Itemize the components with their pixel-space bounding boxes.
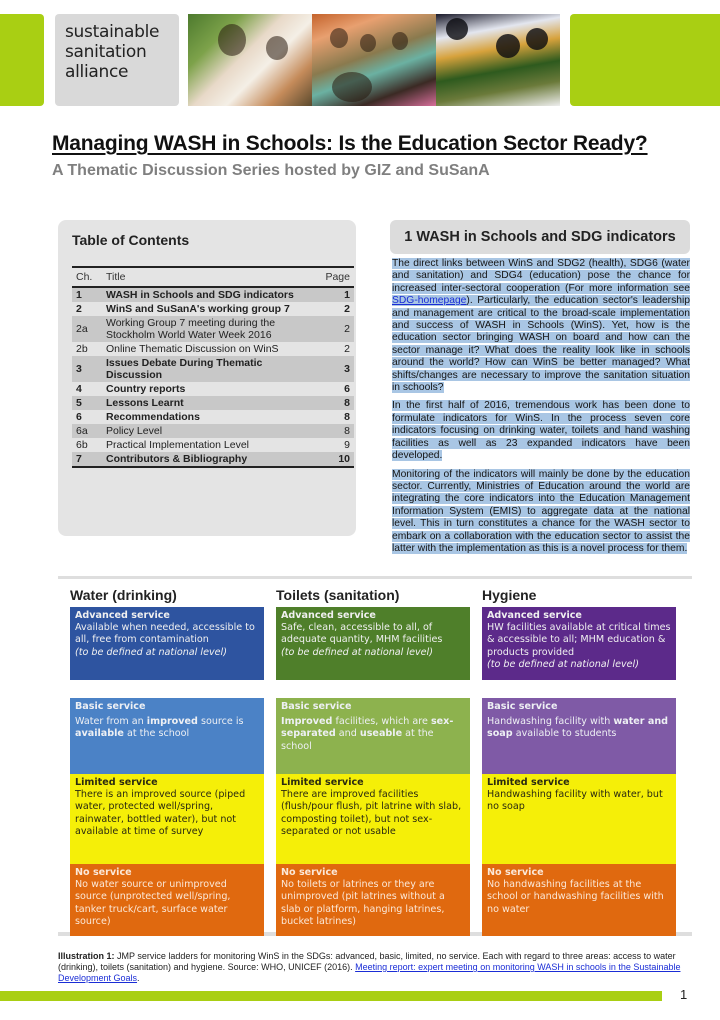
ladder-column-water <box>70 585 264 927</box>
toc-chapter: 1 <box>72 287 102 302</box>
toc-chapter: 5 <box>72 396 102 410</box>
ladder-column-toilets <box>276 585 470 927</box>
limited-service-cell: Limited service There is an improved source (piped water, protected well/spring, rainwater, bottled water), but not available at time of survey <box>70 774 264 864</box>
toc-title: Country reports <box>102 382 320 396</box>
toc-chapter: 6a <box>72 424 102 438</box>
section-body <box>392 258 690 561</box>
toc-page: 6 <box>320 382 354 396</box>
caption-label: Illustration 1: <box>58 951 115 961</box>
toc-chapter: 6b <box>72 438 102 452</box>
table-of-contents <box>58 220 356 536</box>
toc-chapter: 2b <box>72 342 102 356</box>
toc-chapter: 4 <box>72 382 102 396</box>
section-paragraph: Monitoring of the indicators will mainly be done by the education sector. Currently, Ministries of Education around the world are integrating the core indicators into the Education Management Information System (EMIS) to aggregate data at the national level. This in turn constitutes a chance for the WASH sector to embark on a collaboration with the education sector to assist the latter with the implementation as this is a novel process for them. <box>392 468 690 554</box>
toc-heading: Table of Contents <box>72 232 190 248</box>
toc-header-row <box>72 267 354 287</box>
toc-col-page: Page <box>320 267 354 287</box>
toc-chapter: 7 <box>72 452 102 467</box>
toc-page: 10 <box>320 452 354 467</box>
toc-title: Online Thematic Discussion on WinS <box>102 342 320 356</box>
section-paragraph: In the first half of 2016, tremendous work has been done to formulate indicators for WinS. In the process seven core indicators focusing on drinking water, toilets and hand washing facilities as well as 23 expanded indicators have been developed. <box>392 400 690 462</box>
toc-title: Policy Level <box>102 424 320 438</box>
footer-brand-bar <box>0 991 662 1001</box>
toc-row[interactable] <box>72 382 354 396</box>
toc-title: Contributors & Bibliography <box>102 452 320 467</box>
limited-service-cell: Limited service There are improved facilities (flush/pour flush, pit latrine with slab, composting toilet), but not sex-separated or not usable <box>276 774 470 864</box>
toc-row[interactable] <box>72 287 354 302</box>
logo-text-line: sanitation <box>65 42 147 62</box>
basic-service-cell: Basic service Handwashing facility with water and soap available to students <box>482 698 676 774</box>
toc-row[interactable] <box>72 356 354 382</box>
logo-text-line: alliance <box>65 62 129 82</box>
toc-page: 3 <box>320 356 354 382</box>
section-paragraph <box>392 258 690 394</box>
toc-row[interactable] <box>72 452 354 467</box>
advanced-service-cell: Advanced service HW facilities available at critical times & accessible to all; MHM education & products provided (to be defined at national level) <box>482 607 676 680</box>
toc-title: Lessons Learnt <box>102 396 320 410</box>
brand-color-block-right <box>570 14 720 106</box>
page-number: 1 <box>680 987 688 1002</box>
toc-col-title: Title <box>102 267 320 287</box>
document-subtitle: A Thematic Discussion Series hosted by GIZ and SuSanA <box>52 162 490 179</box>
toc-row[interactable] <box>72 396 354 410</box>
toc-title: WASH in Schools and SDG indicators <box>102 287 320 302</box>
basic-service-cell: Basic service Water from an improved source is available at the school <box>70 698 264 774</box>
toc-page: 2 <box>320 316 354 342</box>
toc-title: Practical Implementation Level <box>102 438 320 452</box>
students-handwashing-photo <box>436 14 560 106</box>
toc-page: 8 <box>320 410 354 424</box>
toc-page: 8 <box>320 396 354 410</box>
girl-handwashing-photo <box>188 14 312 106</box>
toc-row[interactable] <box>72 438 354 452</box>
toc-chapter: 2a <box>72 316 102 342</box>
toc-row[interactable] <box>72 302 354 316</box>
jmp-service-ladder-figure <box>58 576 692 936</box>
toc-title: Issues Debate During Thematic Discussion <box>102 356 320 382</box>
toc-row[interactable] <box>72 424 354 438</box>
meeting-report-link[interactable]: Meeting report: expert meeting on monitoring WASH in schools in the Sustainable Development Goals <box>58 962 681 983</box>
toc-chapter: 6 <box>72 410 102 424</box>
toc-row[interactable] <box>72 342 354 356</box>
susana-logo <box>55 14 179 106</box>
teachers-and-children-photo <box>312 14 436 106</box>
header-photo-strip <box>188 14 560 106</box>
no-service-cell: No service No handwashing facilities at the school or handwashing facilities with no water <box>482 864 676 936</box>
toc-page: 8 <box>320 424 354 438</box>
toc-page: 2 <box>320 342 354 356</box>
toc-col-ch: Ch. <box>72 267 102 287</box>
toc-table <box>72 266 354 468</box>
toc-title: WinS and SuSanA's working group 7 <box>102 302 320 316</box>
no-service-cell: No service No water source or unimproved source (unprotected well/spring, tanker truck/cart, surface water source) <box>70 864 264 936</box>
brand-color-block-left <box>0 14 44 106</box>
paragraph-text: ). Particularly, the education sector's leadership and management are critical to the broad-scale implementation and success of WASH in Schools (WinS). Yet, how is the education sector bringing WASH on board and how can the sector manage it? What does the reality look like in schools around the world? How can WinS be better managed? What shifts/changes are necessary to improve the sanitation situation in schools? <box>392 295 690 394</box>
toc-title: Recommendations <box>102 410 320 424</box>
toc-page: 9 <box>320 438 354 452</box>
advanced-service-cell: Advanced service Safe, clean, accessible to all, of adequate quantity, MHM facilities (to be defined at national level) <box>276 607 470 680</box>
sdg-homepage-link[interactable]: SDG-homepage <box>392 295 467 307</box>
column-title: Hygiene <box>482 587 537 603</box>
toc-row[interactable] <box>72 410 354 424</box>
ladder-column-hygiene <box>482 585 676 915</box>
toc-chapter: 3 <box>72 356 102 382</box>
logo-text-line: sustainable <box>65 22 160 42</box>
toc-page: 2 <box>320 302 354 316</box>
document-title: Managing WASH in Schools: Is the Education Sector Ready? <box>52 132 648 155</box>
basic-service-cell: Basic service Improved facilities, which are sex-separated and useable at the school <box>276 698 470 774</box>
toc-page: 1 <box>320 287 354 302</box>
figure-caption: Illustration 1: JMP service ladders for monitoring WinS in the SDGs: advanced, basic, limited, no service. Each with regard to three areas: access to water (drinking), toilets (sanitation) and hygiene. Source: WHO, UNICEF (2016). Meeting report: expert meeting on monitoring WASH in schools in the Sustainable Development Goals. <box>58 951 681 983</box>
toc-title: Working Group 7 meeting during the Stockholm World Water Week 2016 <box>102 316 320 342</box>
paragraph-text: The direct links between WinS and SDG2 (health), SDG6 (water and sanitation) and SDG4 (education) pose the chance for increased inter-sectoral cooperation (For more information see <box>392 258 690 294</box>
column-title: Water (drinking) <box>70 587 177 603</box>
no-service-cell: No service No toilets or latrines or they are unimproved (pit latrines without a slab or platform, hanging latrines, bucket latrines) <box>276 864 470 936</box>
toc-row[interactable] <box>72 316 354 342</box>
advanced-service-cell: Advanced service Available when needed, accessible to all, free from contamination (to be defined at national level) <box>70 607 264 680</box>
toc-chapter: 2 <box>72 302 102 316</box>
caption-text: JMP service ladders for monitoring WinS in the SDGs: advanced, basic, limited, no service. Each with regard to three areas: access to water (drinking), toilets (sanitation) and hygiene. Source: WHO, UNICEF (2016). <box>58 951 676 972</box>
column-title: Toilets (sanitation) <box>276 587 400 603</box>
limited-service-cell: Limited service Handwashing facility with water, but no soap <box>482 774 676 864</box>
section-heading: 1 WASH in Schools and SDG indicators <box>390 220 690 254</box>
